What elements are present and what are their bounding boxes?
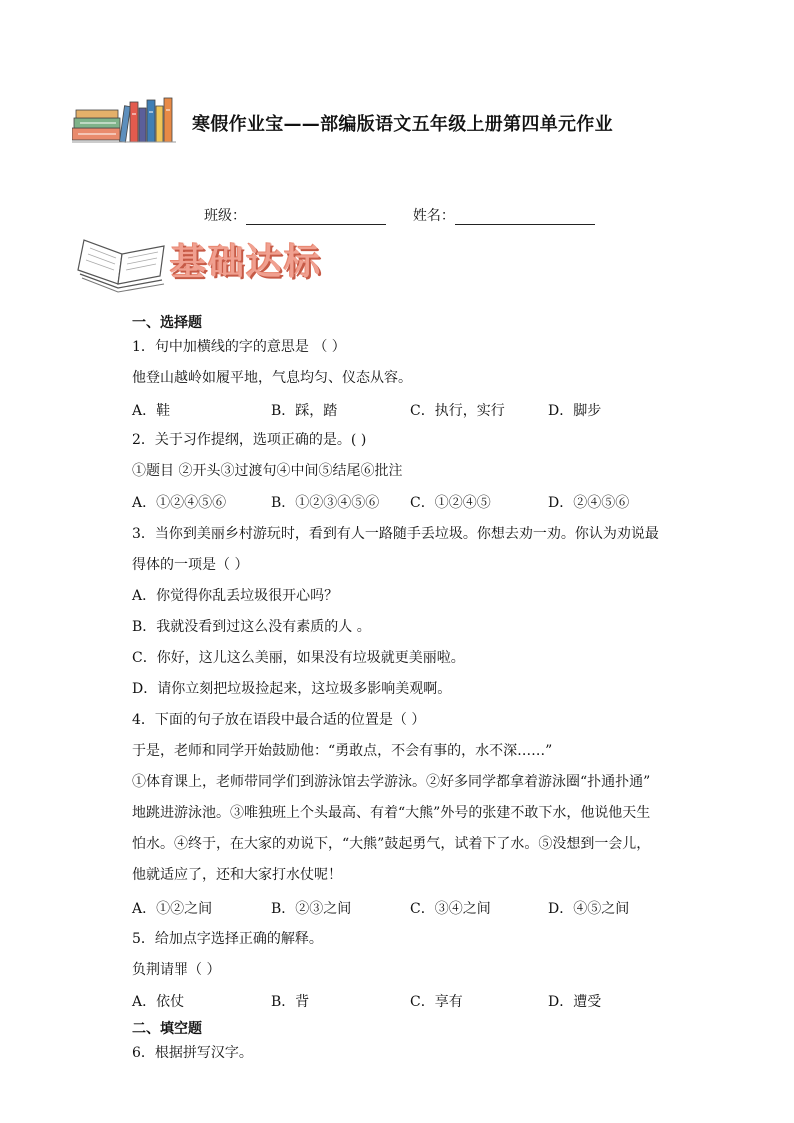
q1-option-c[interactable]: C．执行，实行 [410, 403, 505, 419]
name-label: 姓名： [412, 208, 455, 224]
student-info [204, 205, 595, 225]
q6-stem: 6．根据拼写汉字。 [132, 1045, 253, 1061]
q3-option-b[interactable]: B．我就没看到过这么没有素质的人 。 [132, 619, 371, 635]
section-fill-heading: 二、填空题 [132, 1021, 202, 1037]
q1-option-d[interactable]: D．脚步 [548, 403, 602, 419]
section-banner: 基础达标 [170, 242, 323, 283]
q4-stem: 4．下面的句子放在语段中最合适的位置是（ ） [132, 712, 426, 728]
q1-sentence: 他登山越岭如履平地，气息均匀、仪态从容。 [132, 370, 412, 386]
q4-paragraph-line2: 地跳进游泳池。③唯独班上个头最高、有着“大熊”外号的张建不敢下水，他说他天生 [132, 805, 651, 821]
q2-stem: 2．关于习作提纲，选项正确的是。( ) [132, 432, 367, 448]
q4-paragraph-line1: ①体育课上，老师带同学们到游泳馆去学游泳。②好多同学都拿着游泳圈“扑通扑通” [132, 774, 651, 790]
q5-option-d[interactable]: D．遭受 [548, 994, 602, 1010]
q3-option-a[interactable]: A．你觉得你乱丢垃圾很开心吗？ [132, 588, 339, 604]
q3-stem-line1: 3．当你到美丽乡村游玩时，看到有人一路随手丢垃圾。你想去劝一劝。你认为劝说最 [132, 526, 659, 542]
q4-sentence: 于是，老师和同学开始鼓励他：“勇敢点，不会有事的，水不深……” [132, 743, 553, 759]
q5-option-b[interactable]: B．背 [271, 994, 310, 1010]
q1-option-b[interactable]: B．踩，踏 [271, 403, 338, 419]
q1-option-a[interactable]: A．鞋 [132, 403, 171, 419]
q2-items: ①题目 ②开头③过渡句④中间⑤结尾⑥批注 [132, 463, 403, 479]
class-field[interactable] [246, 208, 386, 225]
open-book-icon [74, 232, 170, 294]
q4-option-b[interactable]: B．②③之间 [271, 901, 352, 917]
name-field[interactable] [455, 208, 595, 225]
q2-option-a[interactable]: A．①②④⑤⑥ [132, 495, 227, 511]
class-label: 班级： [204, 208, 246, 224]
q2-option-b[interactable]: B．①②③④⑤⑥ [271, 495, 380, 511]
q1-stem: 1．句中加横线的字的意思是 （ ） [132, 339, 346, 355]
q5-option-c[interactable]: C．享有 [410, 994, 463, 1010]
page-title: 寒假作业宝——部编版语文五年级上册第四单元作业 [192, 114, 613, 135]
q5-phrase: 负荆请罪（ ） [132, 962, 221, 978]
q5-option-a[interactable]: A．依仗 [132, 994, 185, 1010]
q4-paragraph-line4: 他就适应了，还和大家打水仗呢！ [132, 867, 342, 883]
q5-stem: 5．给加点字选择正确的解释。 [132, 931, 323, 947]
q2-option-c[interactable]: C．①②④⑤ [410, 495, 491, 511]
q4-paragraph-line3: 怕水。④终于，在大家的劝说下，“大熊”鼓起勇气，试着下了水。⑤没想到一会儿， [132, 836, 651, 852]
q3-option-c[interactable]: C．你好，这儿这么美丽，如果没有垃圾就更美丽啦。 [132, 650, 465, 666]
q4-option-a[interactable]: A．①②之间 [132, 901, 213, 917]
q2-option-d[interactable]: D．②④⑤⑥ [548, 495, 630, 511]
q4-option-d[interactable]: D．④⑤之间 [548, 901, 630, 917]
q3-option-d[interactable]: D．请你立刻把垃圾捡起来，这垃圾多影响美观啊。 [132, 681, 452, 697]
books-logo [72, 96, 176, 146]
q4-option-c[interactable]: C．③④之间 [410, 901, 491, 917]
section-choice-heading: 一、选择题 [132, 315, 202, 331]
q3-stem-line2: 得体的一项是（ ） [132, 557, 249, 573]
